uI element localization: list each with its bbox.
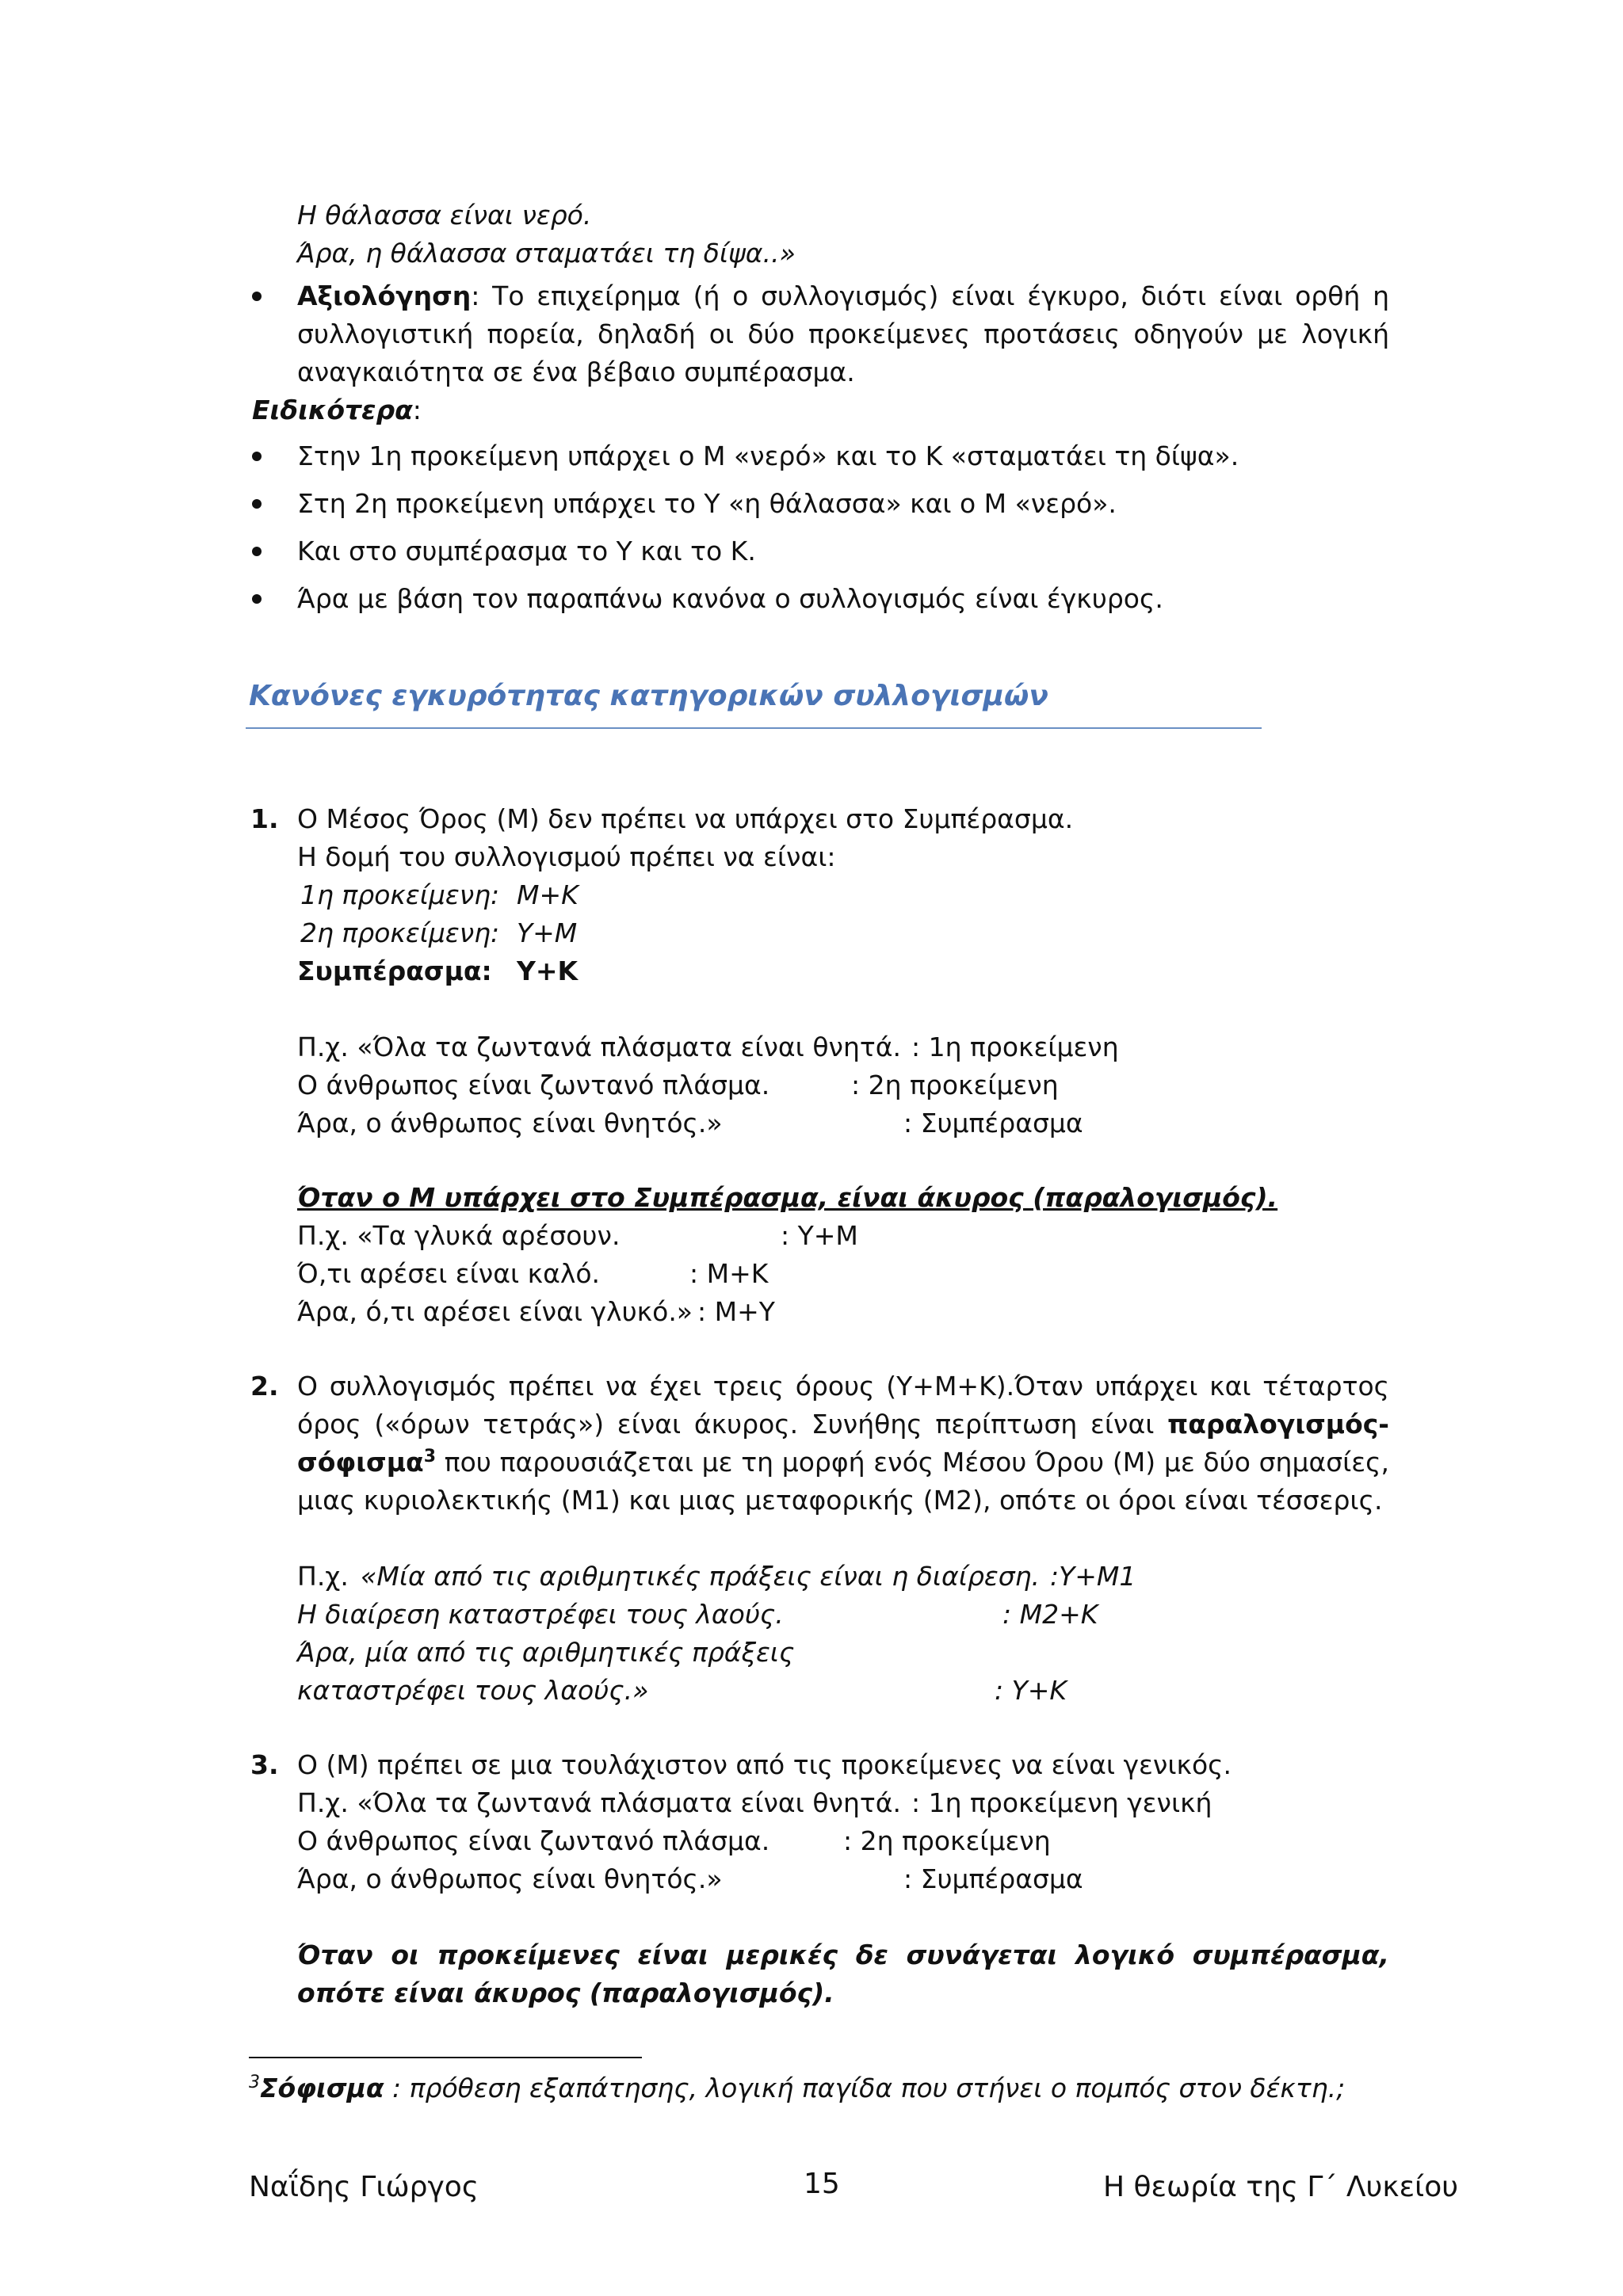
list-item: Στη 2η προκείμενη υπάρχει το Υ «η θάλασσα» και ο Μ «νερό».: [297, 488, 1117, 519]
example-line: καταστρέφει τους λαούς.»: [297, 1675, 649, 1706]
structure-value: Υ+Μ: [517, 917, 578, 948]
heading-rule: [246, 727, 1262, 729]
evaluation-text: : Το επιχείρημα (ή ο συλλογισμός) είναι έγκυρο, διότι είναι ορθή η συλλογιστική πορεία, δηλαδή οι δύο προκείμενες προτάσεις οδηγούν με λογική αναγκαιότητα σε ένα βέβαιο συμπέρασμα.: [297, 280, 1389, 387]
example-line: Άρα, μία από τις αριθμητικές πράξεις: [297, 1637, 795, 1668]
example-tag: : Μ+Κ: [689, 1258, 769, 1289]
list-item: Και στο συμπέρασμα το Υ και το Κ.: [297, 536, 756, 566]
top-line-2: Άρα, η θάλασσα σταματάει τη δίψα..»: [297, 238, 796, 269]
rule3-line1: Ο (Μ) πρέπει σε μια τουλάχιστον από τις προκείμενες να είναι γενικός.: [297, 1749, 1232, 1780]
conclusion-label: Συμπέρασμα:: [297, 955, 492, 986]
evaluation-paragraph: [297, 277, 1389, 391]
rule2-paragraph: [297, 1367, 1389, 1520]
footer-book-title: Η θεωρία της Γ΄ Λυκείου: [1103, 2171, 1459, 2203]
footnote-number: 3: [249, 2073, 260, 2092]
example-prefix: Π.χ.: [297, 1561, 349, 1592]
example-line: Ό,τι αρέσει είναι καλό.: [297, 1258, 601, 1289]
example-line: Άρα, ό,τι αρέσει είναι γλυκό.»: [297, 1296, 693, 1327]
example-line: «Μία από τις αριθμητικές πράξεις είναι η διαίρεση.: [361, 1561, 1041, 1592]
rule1-line2: Η δομή του συλλογισμού πρέπει να είναι:: [297, 841, 836, 872]
bullet-icon: [252, 547, 262, 556]
rule-number: 3.: [250, 1749, 279, 1780]
example-tag: : Μ2+Κ: [1002, 1599, 1098, 1630]
footnote-text: : πρόθεση εξαπάτησης, λογική παγίδα που στήνει ο πομπός στον δέκτη.;: [384, 2073, 1346, 2103]
page-number: 15: [804, 2168, 840, 2200]
example-line: Άρα, ο άνθρωπος είναι θνητός.»: [297, 1863, 723, 1894]
bullet-icon: [252, 452, 262, 461]
invalid-note: Όταν ο Μ υπάρχει στο Συμπέρασμα, είναι άκυρος (παραλογισμός).: [297, 1182, 1278, 1213]
rule2-bold-term: παραλογισμός-σόφισμα: [297, 1409, 1389, 1478]
structure-label: 1η προκείμενη:: [300, 879, 500, 910]
example-tag: :Υ+Μ1: [1050, 1561, 1136, 1592]
footnote: [249, 2069, 1345, 2107]
list-item: Στην 1η προκείμενη υπάρχει ο Μ «νερό» και το Κ «σταματάει τη δίψα».: [297, 441, 1239, 471]
conclusion-value: Υ+Κ: [517, 955, 579, 986]
example-line: Π.χ. «Όλα τα ζωντανά πλάσματα είναι θνητά.: [297, 1787, 901, 1818]
rule2-text-b: που παρουσιάζεται με τη μορφή ενός Μέσου Όρου (Μ) με δύο σημασίες, μιας κυριολεκτικής (Μ1) και μιας μεταφορικής (Μ2), οπότε οι όροι είναι τέσσερις.: [297, 1447, 1389, 1516]
rule-number: 1.: [250, 803, 279, 834]
example-tag: : Μ+Υ: [697, 1296, 775, 1327]
example-line: Η διαίρεση καταστρέφει τους λαούς.: [297, 1599, 784, 1630]
evaluation-label: Αξιολόγηση: [297, 280, 472, 311]
footnote-rule: [249, 2057, 642, 2058]
example-tag: : 1η προκείμενη: [911, 1032, 1119, 1062]
example-line: Άρα, ο άνθρωπος είναι θνητός.»: [297, 1108, 723, 1138]
rule1-line1: Ο Μέσος Όρος (Μ) δεν πρέπει να υπάρχει στο Συμπέρασμα.: [297, 803, 1074, 834]
example-line: Π.χ. «Τα γλυκά αρέσουν.: [297, 1220, 621, 1251]
rule3-note: Όταν οι προκείμενες είναι μερικές δε συνάγεται λογικό συμπέρασμα, οπότε είναι άκυρος (παραλογισμός).: [297, 1939, 1389, 2008]
bullet-icon: [252, 499, 262, 509]
bullet-icon: [252, 594, 262, 604]
example-line: Ο άνθρωπος είναι ζωντανό πλάσμα.: [297, 1070, 770, 1100]
footer-author: Ναΐδης Γιώργος: [249, 2171, 479, 2203]
structure-label: 2η προκείμενη:: [300, 917, 500, 948]
bullet-icon: [252, 292, 262, 301]
rule-number: 2.: [250, 1371, 279, 1402]
footnote-ref[interactable]: 3: [423, 1447, 437, 1466]
list-item: Άρα με βάση τον παραπάνω κανόνα ο συλλογισμός είναι έγκυρος.: [297, 583, 1163, 614]
example-tag: : Συμπέρασμα: [903, 1108, 1083, 1138]
example-tag: : 2η προκείμενη: [851, 1070, 1059, 1100]
section-heading: Κανόνες εγκυρότητας κατηγορικών συλλογισμών: [249, 680, 1048, 712]
top-line-1: Η θάλασσα είναι νερό.: [297, 200, 592, 231]
structure-value: Μ+Κ: [517, 879, 579, 910]
example-tag: : Συμπέρασμα: [903, 1863, 1083, 1894]
example-tag: : Υ+Μ: [781, 1220, 858, 1251]
example-tag: : 2η προκείμενη: [843, 1825, 1051, 1856]
example-line: Ο άνθρωπος είναι ζωντανό πλάσμα.: [297, 1825, 770, 1856]
footnote-term: Σόφισμα: [260, 2073, 384, 2103]
example-tag: : 1η προκείμενη γενική: [911, 1787, 1212, 1818]
example-line: Π.χ. «Όλα τα ζωντανά πλάσματα είναι θνητά.: [297, 1032, 901, 1062]
rule2-text-a: Ο συλλογισμός πρέπει να έχει τρεις όρους (Υ+Μ+Κ).Όταν υπάρχει και τέταρτος όρος («όρων τετράς») είναι άκυρος. Συνήθης περίπτωση είναι: [297, 1371, 1389, 1440]
specifically-heading: Ειδικότερα:: [252, 395, 422, 425]
example-tag: : Υ+Κ: [995, 1675, 1067, 1706]
